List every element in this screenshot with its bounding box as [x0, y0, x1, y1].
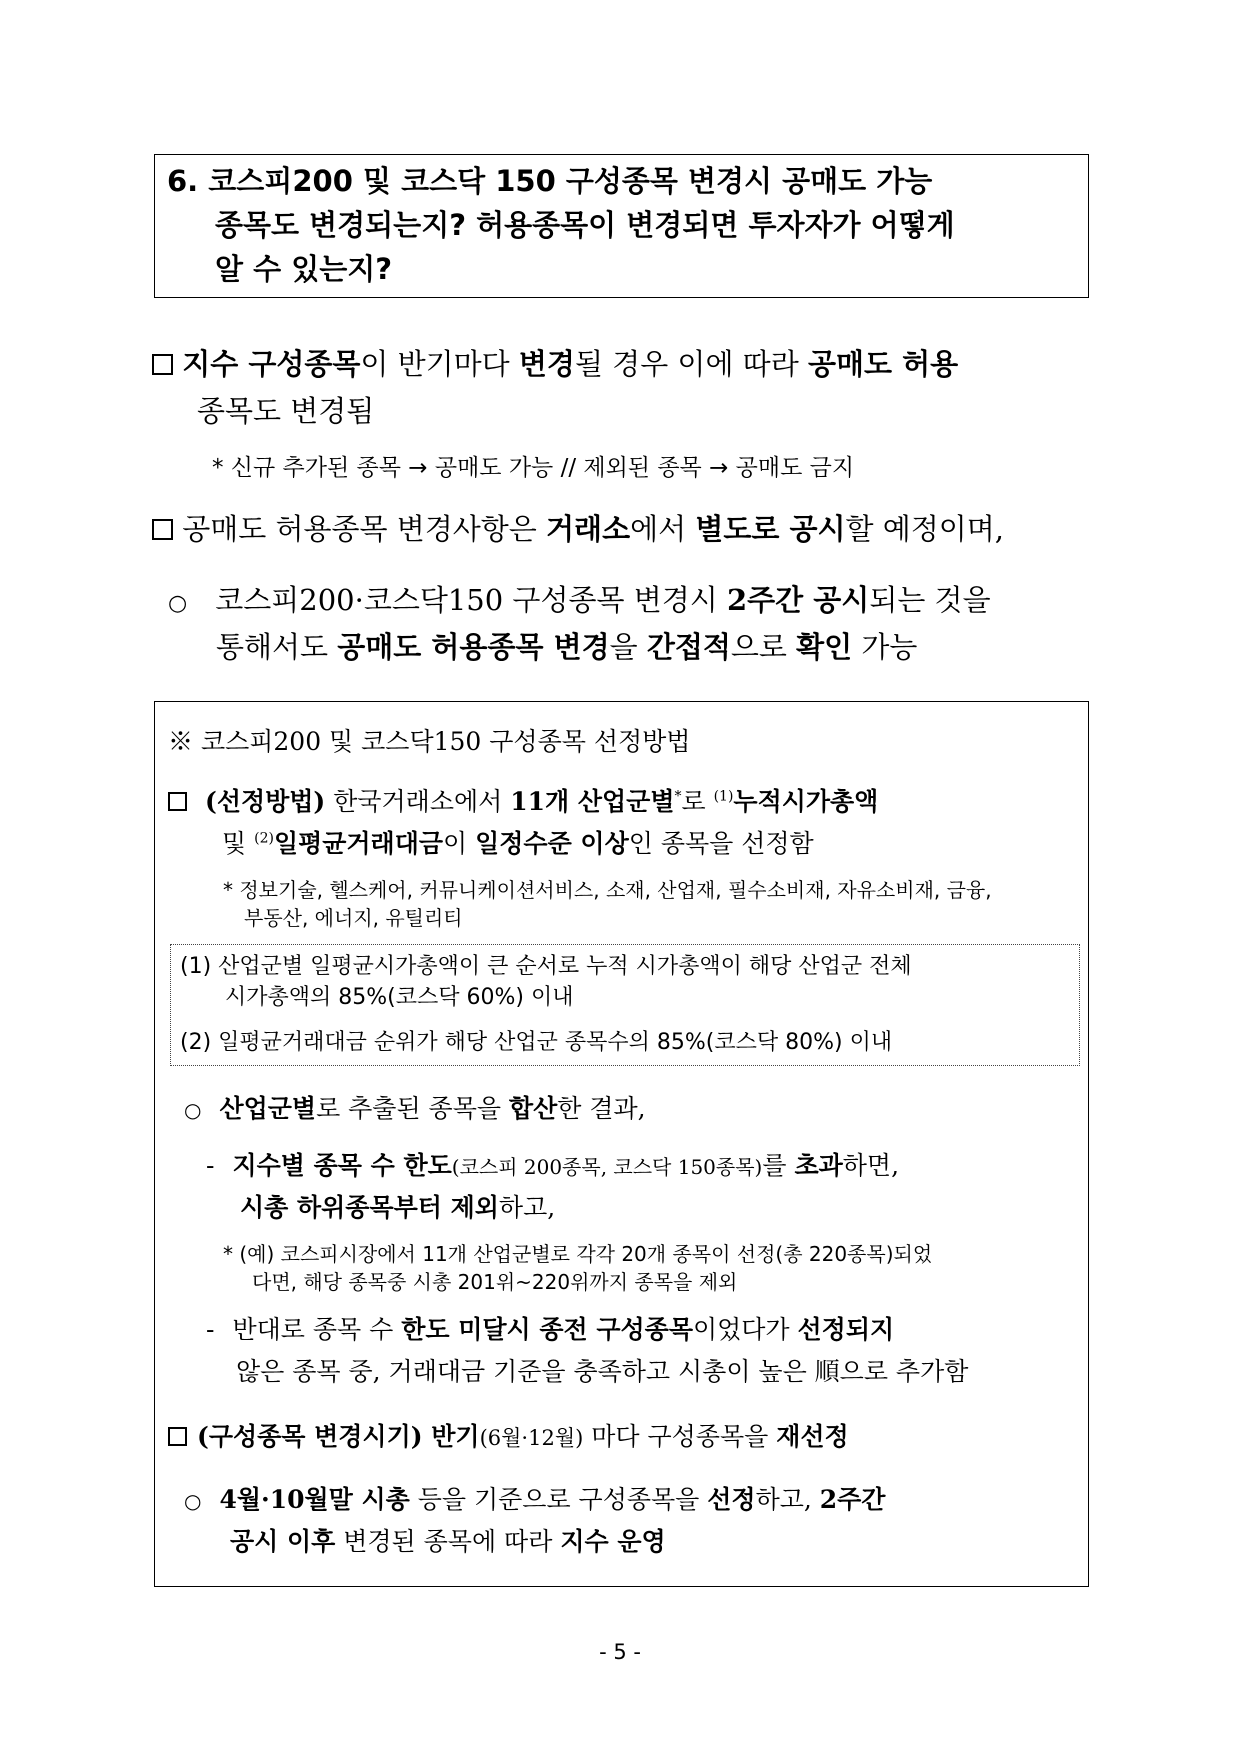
- box-header: ※ 코스피200 및 코스닥150 구성종목 선정방법: [168, 727, 691, 756]
- checkbox-square-icon: [152, 354, 173, 375]
- checkbox-square-icon: [152, 519, 173, 540]
- bullet-1-line-2: 종목도 변경됨: [197, 394, 375, 428]
- timing-item-line-2: 공시 이후 변경된 종목에 따라 지수 운영: [230, 1527, 666, 1556]
- bullet-1: 지수 구성종목이 반기마다 변경될 경우 이에 따라 공매도 허용: [152, 350, 958, 379]
- dash-item-1: - 지수별 종목 수 한도(코스피 200종목, 코스닥 150종목)를 초과하면,: [206, 1151, 900, 1180]
- title-line-1: 6. 코스피200 및 코스닥 150 구성종목 변경시 공매도 가능: [167, 164, 933, 198]
- dash-item-2-line-2: 않은 종목 중, 거래대금 기준을 충족하고 시총이 높은 順으로 추가함: [236, 1357, 969, 1386]
- page-number: - 5 -: [599, 1640, 641, 1664]
- method-bullet-1-line-2: 및 $^{(2)}$일평균거래대금이 일정수준 이상인 종목을 선정함: [222, 829, 814, 858]
- title-line-2: 종목도 변경되는지? 허용종목이 변경되면 투자자가 어떻게: [215, 208, 955, 242]
- criteria-2: (2) 일평균거래대금 순위가 해당 산업군 종목수의 85%(코스닥 80%) 이내: [180, 1030, 893, 1055]
- question-title-box: [154, 154, 1089, 298]
- sub-item-1-line-2: 통해서도 공매도 허용종목 변경을 간접적으로 확인 가능: [216, 630, 918, 664]
- dash-item-2: - 반대로 종목 수 한도 미달시 종전 구성종목이었다가 선정되지: [206, 1315, 895, 1344]
- circle-bullet-icon: ○: [184, 1098, 202, 1122]
- dash-item-1-line-2: 시총 하위종목부터 제외하고,: [240, 1193, 556, 1222]
- circle-bullet-icon: ○: [168, 591, 188, 616]
- result-item: ○ 산업군별로 추출된 종목을 합산한 결과,: [184, 1094, 646, 1123]
- criteria-1-line-1: (1) 산업군별 일평균시가총액이 큰 순서로 누적 시가총액이 해당 산업군 전체: [180, 954, 912, 979]
- circle-bullet-icon: ○: [184, 1489, 202, 1513]
- checkbox-square-icon: [168, 792, 187, 811]
- example-line-2: 다면, 해당 종목중 시총 201위~220위까지 종목을 제외: [252, 1270, 738, 1294]
- title-line-3: 알 수 있는지?: [215, 252, 393, 286]
- method-bullet-2: (구성종목 변경시기) 반기(6월·12월) 마다 구성종목을 재선정: [168, 1424, 849, 1449]
- criteria-1-line-2: 시가총액의 85%(코스닥 60%) 이내: [225, 985, 574, 1010]
- method-bullet-1: (선정방법) 한국거래소에서 11개 산업군별*로 $^{(1)}$누적시가총액: [168, 789, 878, 814]
- note-short-sell-rule: * 신규 추가된 종목 → 공매도 가능 // 제외된 종목 → 공매도 금지: [212, 455, 855, 481]
- industry-footnote-line-2: 부동산, 에너지, 유틸리티: [244, 906, 463, 930]
- sub-item-1: ○ 코스피200·코스닥150 구성종목 변경시 2주간 공시되는 것을: [168, 583, 991, 617]
- timing-item: ○ 4월·10월말 시총 등을 기준으로 구성종목을 선정하고, 2주간: [184, 1485, 886, 1514]
- checkbox-square-icon: [168, 1427, 187, 1446]
- example-line-1: * (예) 코스피시장에서 11개 산업군별로 각각 20개 종목이 선정(총 220종목)되었: [223, 1242, 933, 1266]
- industry-footnote-line-1: * 정보기술, 헬스케어, 커뮤니케이션서비스, 소재, 산업재, 필수소비재, 자유소비재, 금융,: [223, 878, 992, 902]
- bullet-2: 공매도 허용종목 변경사항은 거래소에서 별도로 공시할 예정이며,: [152, 515, 1004, 544]
